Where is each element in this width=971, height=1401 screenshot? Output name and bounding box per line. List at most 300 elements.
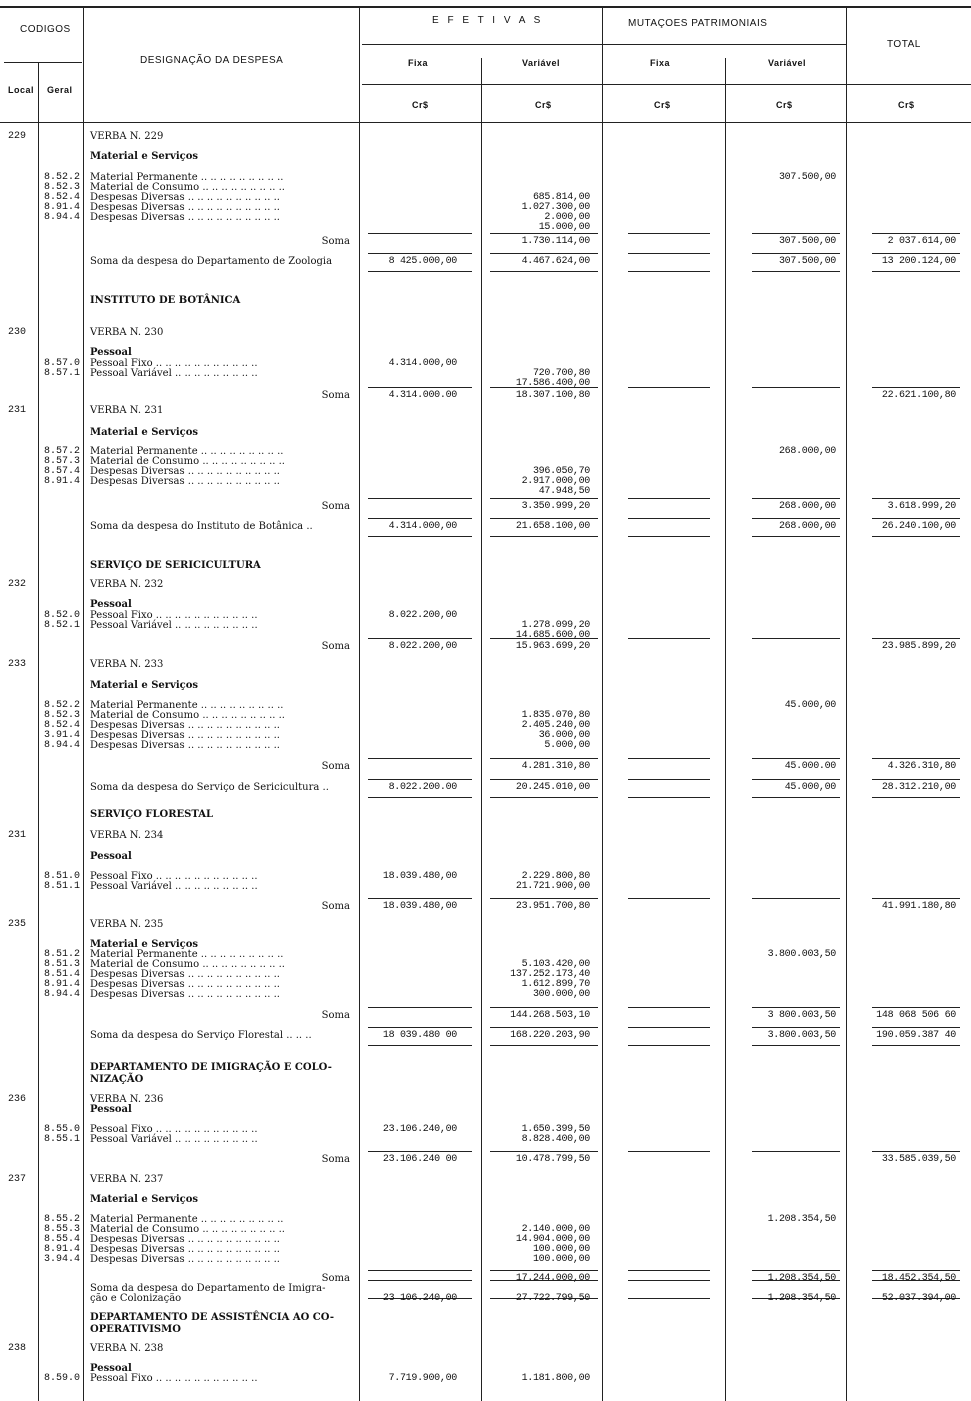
code-geral: 8.52.2 — [43, 172, 80, 183]
code-geral: 8.55.3 — [43, 1224, 80, 1235]
expense-description: Material Permanente .. .. .. .. .. .. .. .. .. — [90, 446, 284, 457]
mutacoes-underline — [602, 44, 846, 45]
expense-description: Despesas Diversas .. .. .. .. .. .. .. .. .. .. — [90, 1234, 280, 1245]
sum-rule — [490, 779, 598, 780]
value-mutacao-variavel: 1.208.354,50 — [767, 1293, 836, 1304]
expense-description: Material Permanente .. .. .. .. .. .. .. .. .. — [90, 700, 284, 711]
sum-rule — [368, 498, 472, 499]
header-currency-mvar: Cr$ — [776, 100, 793, 110]
value-efetiva-fixa: 18.039.480,00 — [382, 871, 457, 882]
code-local: 236 — [8, 1094, 27, 1105]
top-border — [0, 6, 971, 8]
value-total: 4.326.310,80 — [887, 761, 956, 772]
value-efetiva-variavel: 3.350.999,20 — [521, 501, 590, 512]
value-efetiva-variavel: 2.229.800,80 — [521, 871, 590, 882]
soma-label: Soma — [321, 1010, 350, 1021]
value-efetiva-variavel: 20.245.010,00 — [515, 782, 590, 793]
value-total: 26.240.100,00 — [881, 521, 956, 532]
expense-description: VERBA N. 231 — [90, 405, 164, 416]
sum-rule — [628, 1270, 710, 1271]
code-geral: 8.51.4 — [43, 969, 80, 980]
sum-rule — [752, 779, 840, 780]
value-efetiva-variavel: 144.268.503,10 — [510, 1010, 590, 1021]
expense-description: Pessoal Fixo .. .. .. .. .. .. .. .. .. .. .. — [90, 610, 258, 621]
sum-rule-double — [368, 271, 472, 272]
value-efetiva-fixa: 18.039.480,00 — [382, 901, 457, 912]
sum-rule — [368, 1151, 472, 1152]
expense-description: VERBA N. 229 — [90, 131, 164, 142]
soma-label: Soma — [321, 761, 350, 772]
sum-rule — [628, 233, 710, 234]
value-mutacao-variavel: 268.000,00 — [778, 501, 836, 512]
expense-description: Despesas Diversas .. .. .. .. .. .. .. .. .. .. — [90, 989, 280, 1000]
sum-rule — [490, 387, 598, 388]
code-local: 231 — [8, 830, 27, 841]
code-geral: 8.94.4 — [43, 212, 80, 223]
sum-rule — [872, 233, 960, 234]
section-heading: Material e Serviços — [90, 680, 199, 691]
sum-rule — [368, 233, 472, 234]
code-geral: 8.55.1 — [43, 1134, 80, 1145]
code-local: 238 — [8, 1343, 27, 1354]
sum-rule — [628, 898, 710, 899]
sum-rule — [872, 898, 960, 899]
value-efetiva-variavel: 1.612.899,70 — [521, 979, 590, 990]
sum-rule — [628, 1007, 710, 1008]
expense-description: VERBA N. 237 — [90, 1174, 164, 1185]
section-heading: DEPARTAMENTO DE ASSISTÊNCIA AO CO- — [90, 1312, 334, 1323]
expense-description: Pessoal Variável .. .. .. .. .. .. .. .. .. — [90, 620, 258, 631]
value-efetiva-variavel: 17.244.000,00 — [515, 1273, 590, 1284]
soma-label: Soma — [321, 641, 350, 652]
col-border-efix — [481, 58, 482, 1401]
value-efetiva-variavel: 685.814,00 — [532, 192, 590, 203]
sum-rule — [368, 253, 472, 254]
code-geral: 8.57.2 — [43, 446, 80, 457]
section-heading: Pessoal — [90, 851, 132, 862]
header-currency-efix: Cr$ — [412, 100, 429, 110]
sum-rule — [628, 1027, 710, 1028]
sum-rule-double — [872, 536, 960, 537]
value-efetiva-variavel: 17.586.400,00 — [515, 378, 590, 389]
sum-rule-double — [628, 797, 710, 798]
soma-label: Soma — [321, 1273, 350, 1284]
value-efetiva-variavel: 5.000,00 — [544, 740, 590, 751]
sum-rule — [872, 1027, 960, 1028]
value-efetiva-variavel: 36.000,00 — [538, 730, 590, 741]
sum-rule-double — [368, 536, 472, 537]
code-geral: 8.51.3 — [43, 959, 80, 970]
sum-rule — [490, 1007, 598, 1008]
sum-rule-double — [752, 536, 840, 537]
sum-rule-double — [752, 271, 840, 272]
sum-rule — [628, 1280, 710, 1281]
expense-description: VERBA N. 230 — [90, 327, 164, 338]
value-efetiva-variavel: 4.281.310,80 — [521, 761, 590, 772]
soma-label: Soma — [321, 901, 350, 912]
col-border-mfix — [725, 58, 726, 1401]
value-efetiva-variavel: 4.467.624,00 — [521, 256, 590, 267]
expense-description: VERBA N. 234 — [90, 830, 164, 841]
code-geral: 8.51.0 — [43, 871, 80, 882]
value-efetiva-fixa: 18 039.480 00 — [382, 1030, 457, 1041]
sum-rule — [872, 387, 960, 388]
col-border-evar — [602, 8, 603, 1401]
section-heading: Material e Serviços — [90, 151, 199, 162]
expense-description: Despesas Diversas .. .. .. .. .. .. .. .. .. .. — [90, 720, 280, 731]
codigos-underline — [4, 62, 82, 63]
col-border-local — [38, 62, 39, 1401]
code-local: 230 — [8, 327, 27, 338]
sum-rule-double — [752, 1045, 840, 1046]
soma-label: Soma — [321, 390, 350, 401]
value-efetiva-variavel: 15.000,00 — [538, 222, 590, 233]
sum-rule — [368, 1270, 472, 1271]
expense-description: Despesas Diversas .. .. .. .. .. .. .. .. .. .. — [90, 476, 280, 487]
sum-rule-double — [490, 1045, 598, 1046]
header-mutacoes: MUTAÇOES PATRIMONIAIS — [628, 18, 768, 29]
value-total: 33.585.039,50 — [881, 1154, 956, 1165]
expense-description: Material Permanente .. .. .. .. .. .. .. .. .. — [90, 949, 284, 960]
code-geral: 8.52.1 — [43, 620, 80, 631]
sum-rule — [872, 638, 960, 639]
col-border-desc — [359, 8, 360, 1401]
sum-rule — [490, 518, 598, 519]
expense-description: Pessoal Variável .. .. .. .. .. .. .. .. .. — [90, 881, 258, 892]
expense-description: VERBA N. 238 — [90, 1343, 164, 1354]
sum-rule — [752, 1007, 840, 1008]
section-heading: Pessoal — [90, 1104, 132, 1115]
code-geral: 8.57.0 — [43, 358, 80, 369]
sum-rule — [752, 233, 840, 234]
value-efetiva-variavel: 23.951.700,80 — [515, 901, 590, 912]
code-geral: 8.94.4 — [43, 740, 80, 751]
expense-description: Despesas Diversas .. .. .. .. .. .. .. .. .. .. — [90, 979, 280, 990]
value-efetiva-variavel: 21.721.900,00 — [515, 881, 590, 892]
value-efetiva-variavel: 47.948,50 — [538, 486, 590, 497]
section-heading: Material e Serviços — [90, 427, 199, 438]
value-efetiva-variavel: 18.307.100,80 — [515, 390, 590, 401]
section-heading: INSTITUTO DE BOTÂNICA — [90, 295, 241, 306]
sum-rule — [752, 638, 840, 639]
code-geral: 8.57.1 — [43, 368, 80, 379]
value-efetiva-variavel: 1.181.800,00 — [521, 1373, 590, 1384]
value-mutacao-variavel: 268.000,00 — [778, 446, 836, 457]
value-efetiva-variavel: 1.650.399,50 — [521, 1124, 590, 1135]
value-total: 52.037.394,00 — [881, 1293, 956, 1304]
expense-description: Despesas Diversas .. .. .. .. .. .. .. .. .. .. — [90, 1244, 280, 1255]
value-efetiva-fixa: 23.106.240 00 — [382, 1154, 457, 1165]
value-efetiva-fixa: 4.314.000,00 — [388, 358, 457, 369]
sum-rule — [490, 1027, 598, 1028]
value-efetiva-variavel: 1.835.070,80 — [521, 710, 590, 721]
code-geral: 8.91.4 — [43, 979, 80, 990]
code-geral: 3.91.4 — [43, 730, 80, 741]
sum-rule — [752, 518, 840, 519]
sum-rule — [752, 253, 840, 254]
sum-rule — [752, 1280, 840, 1281]
value-efetiva-fixa: 8 425.000,00 — [388, 256, 457, 267]
expense-description: Material Permanente .. .. .. .. .. .. .. .. .. — [90, 172, 284, 183]
value-efetiva-variavel: 5.103.420,00 — [521, 959, 590, 970]
sum-rule — [872, 758, 960, 759]
code-geral: 8.91.4 — [43, 202, 80, 213]
value-efetiva-variavel: 15.963.699,20 — [515, 641, 590, 652]
sum-rule — [872, 498, 960, 499]
header-total: TOTAL — [887, 39, 921, 50]
value-efetiva-variavel: 21.658.100,00 — [515, 521, 590, 532]
sum-rule — [490, 1280, 598, 1281]
expense-description: VERBA N. 235 — [90, 919, 164, 930]
code-geral: 8.55.4 — [43, 1234, 80, 1245]
sum-rule — [490, 1270, 598, 1271]
expense-description: Soma da despesa do Serviço Florestal .. .. .. — [90, 1030, 312, 1041]
value-total: 3.618.999,20 — [887, 501, 956, 512]
sum-rule — [490, 233, 598, 234]
sum-rule — [368, 638, 472, 639]
code-geral: 8.52.3 — [43, 710, 80, 721]
value-efetiva-variavel: 14.685.600,00 — [515, 630, 590, 641]
sum-rule — [368, 387, 472, 388]
expense-description: Material Permanente .. .. .. .. .. .. .. .. .. — [90, 1214, 284, 1225]
value-efetiva-variavel: 1.730.114,00 — [521, 236, 590, 247]
sum-rule-double — [752, 797, 840, 798]
sum-rule — [368, 758, 472, 759]
expense-description: VERBA N. 232 — [90, 579, 164, 590]
value-total: 13 200.124,00 — [881, 256, 956, 267]
header-currency-mfix: Cr$ — [654, 100, 671, 110]
expense-description: ção e Colonização — [90, 1293, 182, 1304]
code-local: 235 — [8, 919, 27, 930]
value-efetiva-variavel: 2.405.240,00 — [521, 720, 590, 731]
sum-rule-double — [628, 1045, 710, 1046]
code-local: 231 — [8, 405, 27, 416]
expense-description: Despesas Diversas .. .. .. .. .. .. .. .. .. .. — [90, 1254, 280, 1265]
section-heading: Pessoal — [90, 599, 132, 610]
sum-rule-double — [368, 1045, 472, 1046]
value-efetiva-variavel: 2.917.000,00 — [521, 476, 590, 487]
sum-rule — [628, 1151, 710, 1152]
sum-rule — [872, 1151, 960, 1152]
sum-rule — [628, 253, 710, 254]
code-geral: 8.51.2 — [43, 949, 80, 960]
sum-rule — [490, 638, 598, 639]
expense-description: Material de Consumo .. .. .. .. .. .. .. .. .. — [90, 959, 285, 970]
efetivas-underline — [362, 44, 602, 45]
sum-rule — [628, 638, 710, 639]
section-heading: DEPARTAMENTO DE IMIGRAÇÃO E COLO- — [90, 1062, 332, 1073]
value-efetiva-variavel: 720.700,80 — [532, 368, 590, 379]
expense-description: Soma da despesa do Instituto de Botânica .. — [90, 521, 313, 532]
sum-rule-double — [490, 536, 598, 537]
header-efetivas-variavel: Variável — [522, 58, 561, 68]
value-total: 22.621.100,80 — [881, 390, 956, 401]
value-efetiva-variavel: 2.000,00 — [544, 212, 590, 223]
expense-description: Material de Consumo .. .. .. .. .. .. .. .. .. — [90, 456, 285, 467]
value-efetiva-fixa: 8.022.200.00 — [388, 782, 457, 793]
code-geral: 8.52.4 — [43, 720, 80, 731]
sum-rule — [872, 1280, 960, 1281]
value-efetiva-variavel: 1.278.099,20 — [521, 620, 590, 631]
expense-description: Pessoal Variável .. .. .. .. .. .. .. .. .. — [90, 1134, 258, 1145]
code-geral: 8.94.4 — [43, 989, 80, 1000]
section-heading: Pessoal — [90, 1363, 132, 1374]
sum-rule-double — [872, 271, 960, 272]
code-geral: 3.94.4 — [43, 1254, 80, 1265]
expense-description: Despesas Diversas .. .. .. .. .. .. .. .. .. .. — [90, 740, 280, 751]
value-efetiva-variavel: 27.722.799,50 — [515, 1293, 590, 1304]
value-total: 18.452.354,50 — [881, 1273, 956, 1284]
expense-description: Despesas Diversas .. .. .. .. .. .. .. .. .. .. — [90, 730, 280, 741]
section-heading: NIZAÇÃO — [90, 1074, 144, 1085]
code-geral: 8.52.3 — [43, 182, 80, 193]
sum-rule-double — [628, 536, 710, 537]
value-efetiva-variavel: 396.050,70 — [532, 466, 590, 477]
code-geral: 8.55.2 — [43, 1214, 80, 1225]
sum-rule — [872, 518, 960, 519]
value-mutacao-variavel: 45.000.00 — [784, 761, 836, 772]
header-mutacoes-variavel: Variável — [768, 58, 807, 68]
section-heading: SERVIÇO DE SERICICULTURA — [90, 560, 261, 571]
code-geral: 8.51.1 — [43, 881, 80, 892]
section-heading: SERVIÇO FLORESTAL — [90, 809, 214, 820]
sum-rule — [368, 1027, 472, 1028]
expense-description: VERBA N. 233 — [90, 659, 164, 670]
expense-description: Material de Consumo .. .. .. .. .. .. .. .. .. — [90, 710, 285, 721]
sum-rule — [872, 1007, 960, 1008]
value-efetiva-variavel: 300.000,00 — [532, 989, 590, 1000]
header-local: Local — [8, 85, 35, 95]
sum-rule — [752, 1151, 840, 1152]
sum-rule — [752, 1270, 840, 1271]
code-geral: 8.57.4 — [43, 466, 80, 477]
value-mutacao-variavel: 45.000,00 — [784, 700, 836, 711]
value-efetiva-variavel: 100.000,00 — [532, 1254, 590, 1265]
value-mutacao-variavel: 3.800.003,50 — [767, 949, 836, 960]
value-efetiva-variavel: 168.220.203,90 — [510, 1030, 590, 1041]
value-efetiva-variavel: 137.252.173,40 — [510, 969, 590, 980]
sum-rule — [490, 498, 598, 499]
header-efetivas: E F E T I V A S — [432, 15, 544, 26]
sum-rule — [368, 518, 472, 519]
expense-description: Soma da despesa do Departamento de Imigra- — [90, 1283, 326, 1294]
value-mutacao-variavel: 1.208.354,50 — [767, 1214, 836, 1225]
section-heading: Pessoal — [90, 347, 132, 358]
subheader-underline — [362, 84, 971, 85]
sum-rule — [368, 779, 472, 780]
sum-rule — [628, 387, 710, 388]
expense-description: Pessoal Fixo .. .. .. .. .. .. .. .. .. .. .. — [90, 358, 258, 369]
expense-description: Soma da despesa do Serviço de Sericicultura .. — [90, 782, 329, 793]
header-currency-evar: Cr$ — [535, 100, 552, 110]
code-local: 237 — [8, 1174, 27, 1185]
value-total: 2 037.614,00 — [887, 236, 956, 247]
sum-rule — [490, 758, 598, 759]
header-efetivas-fixa: Fixa — [408, 58, 429, 68]
value-total: 41.991.180,80 — [881, 901, 956, 912]
sum-rule — [872, 253, 960, 254]
value-mutacao-variavel: 307.500,00 — [778, 172, 836, 183]
expense-description: Pessoal Variável .. .. .. .. .. .. .. .. .. — [90, 368, 258, 379]
sum-rule — [752, 898, 840, 899]
code-geral: 8.59.0 — [43, 1373, 80, 1384]
expense-description: Despesas Diversas .. .. .. .. .. .. .. .. .. .. — [90, 466, 280, 477]
code-geral: 8.55.0 — [43, 1124, 80, 1135]
code-geral: 8.52.4 — [43, 192, 80, 203]
sum-rule-double — [490, 797, 598, 798]
value-efetiva-variavel: 100.000,00 — [532, 1244, 590, 1255]
soma-label: Soma — [321, 236, 350, 247]
value-efetiva-variavel: 10.478.799,50 — [515, 1154, 590, 1165]
sum-rule — [490, 898, 598, 899]
header-bottom-border — [0, 122, 971, 123]
value-efetiva-fixa: 23.106.240,00 — [382, 1124, 457, 1135]
expense-description: Despesas Diversas .. .. .. .. .. .. .. .. .. .. — [90, 202, 280, 213]
value-total: 28.312.210,00 — [881, 782, 956, 793]
value-mutacao-variavel: 307.500,00 — [778, 236, 836, 247]
sum-rule — [368, 1280, 472, 1281]
code-geral: 8.52.2 — [43, 700, 80, 711]
sum-rule — [490, 1151, 598, 1152]
value-total: 148 068 506 60 — [876, 1010, 956, 1021]
col-border-geral — [83, 8, 84, 1401]
sum-rule-double — [872, 1045, 960, 1046]
value-efetiva-variavel: 1.027.300,00 — [521, 202, 590, 213]
expense-description: Despesas Diversas .. .. .. .. .. .. .. .. .. .. — [90, 969, 280, 980]
value-mutacao-variavel: 3.800.003,50 — [767, 1030, 836, 1041]
sum-rule — [752, 758, 840, 759]
sum-rule-double — [368, 797, 472, 798]
value-total: 23.985.899,20 — [881, 641, 956, 652]
value-mutacao-variavel: 268.000,00 — [778, 521, 836, 532]
header-currency-total: Cr$ — [898, 100, 915, 110]
value-efetiva-variavel: 2.140.000,00 — [521, 1224, 590, 1235]
code-geral: 8.91.4 — [43, 1244, 80, 1255]
code-local: 229 — [8, 131, 27, 142]
value-mutacao-variavel: 3 800.003,50 — [767, 1010, 836, 1021]
section-heading: Material e Serviços — [90, 939, 199, 950]
sum-rule — [628, 518, 710, 519]
value-mutacao-variavel: 307.500,00 — [778, 256, 836, 267]
sum-rule — [368, 898, 472, 899]
value-efetiva-fixa: 8.022.200,00 — [388, 641, 457, 652]
code-geral: 8.52.0 — [43, 610, 80, 621]
expense-description: Despesas Diversas .. .. .. .. .. .. .. .. .. .. — [90, 192, 280, 203]
col-border-mvar — [846, 8, 847, 1401]
expense-description: Pessoal Fixo .. .. .. .. .. .. .. .. .. .. .. — [90, 1124, 258, 1135]
sum-rule — [752, 387, 840, 388]
sum-rule — [628, 498, 710, 499]
sum-rule-double — [628, 271, 710, 272]
expense-description: Soma da despesa do Departamento de Zoologia — [90, 256, 333, 267]
expense-description: VERBA N. 236 — [90, 1094, 164, 1105]
value-efetiva-fixa: 8.022.200,00 — [388, 610, 457, 621]
sum-rule — [368, 1007, 472, 1008]
value-efetiva-fixa: 7.719.900,00 — [388, 1373, 457, 1384]
sum-rule — [490, 253, 598, 254]
value-efetiva-fixa: 4.314.000,00 — [388, 521, 457, 532]
value-efetiva-fixa: 23 106.240,00 — [382, 1293, 457, 1304]
sum-rule-double — [628, 1298, 710, 1299]
sum-rule — [628, 758, 710, 759]
expense-description: Material de Consumo .. .. .. .. .. .. .. .. .. — [90, 182, 285, 193]
expense-description: Material de Consumo .. .. .. .. .. .. .. .. .. — [90, 1224, 285, 1235]
header-codigos: CODIGOS — [20, 24, 71, 35]
section-heading: Material e Serviços — [90, 1194, 199, 1205]
sum-rule — [872, 779, 960, 780]
code-geral: 8.57.3 — [43, 456, 80, 467]
sum-rule-double — [872, 797, 960, 798]
